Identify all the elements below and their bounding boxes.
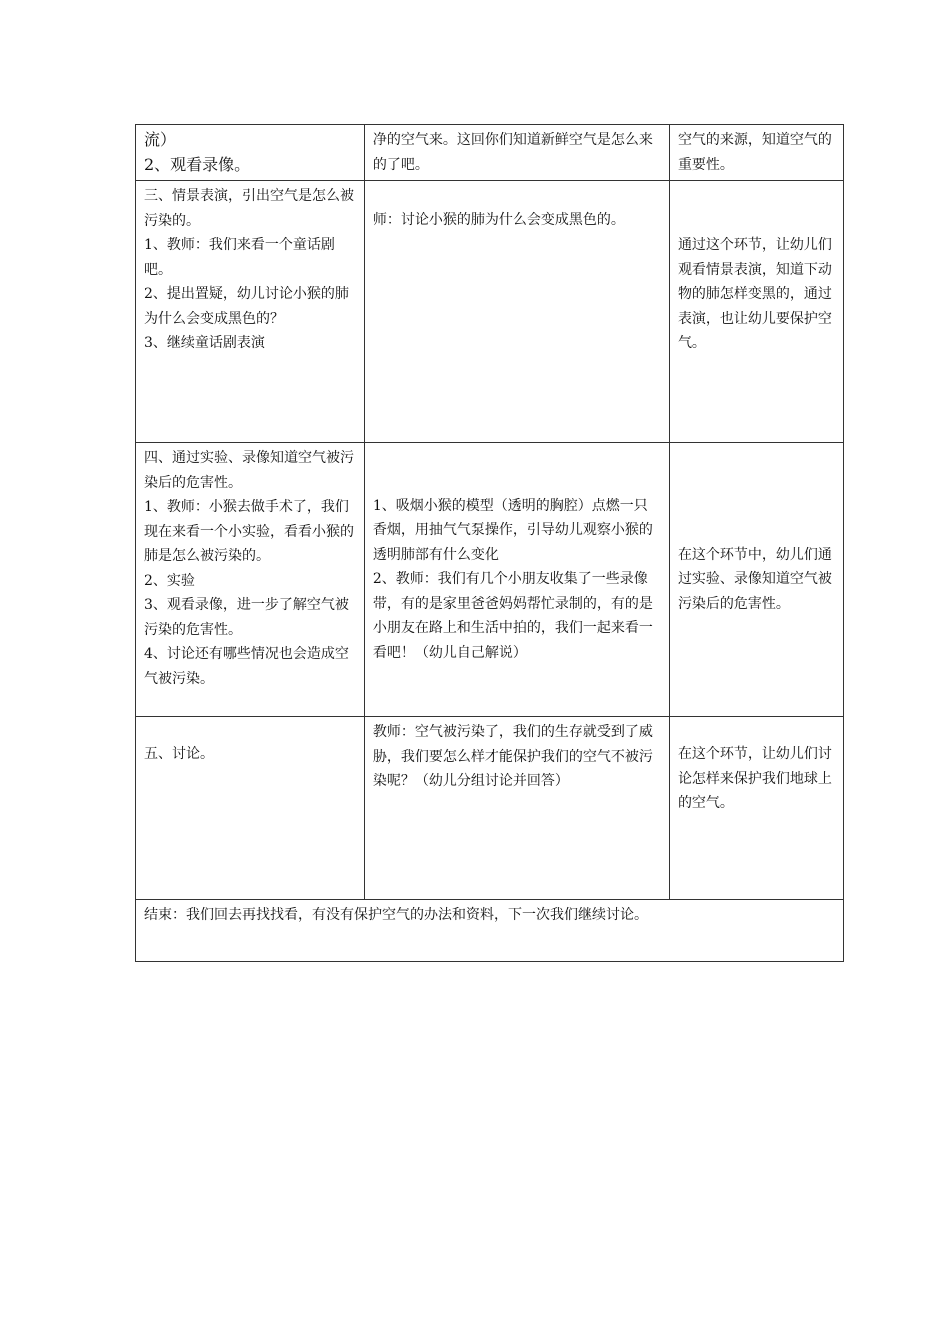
goal-cell	[669, 125, 843, 181]
cell-text: 教师：空气被污染了，我们的生存就受到了威胁，我们要怎么样才能保护我们的空气不被污染呢？（幼儿分组讨论并回答）	[372, 724, 653, 789]
cell-text: 4、讨论还有哪些情况也会造成空气被污染。	[144, 646, 349, 687]
cell-text: 净的空气来。这回你们知道新鲜空气是怎么来的了吧。	[372, 132, 653, 173]
cell-text: 三、情景表演，引出空气是怎么被污染的。	[144, 188, 354, 229]
cell-text: 流）	[144, 130, 177, 149]
cell-text: 师：讨论小猴的肺为什么会变成黑色的。	[372, 212, 625, 228]
teacher-cell	[364, 125, 669, 181]
cell-text: 1、吸烟小猴的模型（透明的胸腔）点燃一只香烟，用抽气气泵操作，引导幼儿观察小猴的透明肺部有什么变化	[372, 497, 653, 563]
goal-cell	[669, 181, 843, 443]
table-row	[136, 125, 844, 181]
goal-cell	[669, 443, 843, 717]
cell-text: 1、教师：小猴去做手术了，我们现在来看一个小实验，看看小猴的肺是怎么被污染的。	[144, 499, 354, 564]
cell-text: 空气的来源，知道空气的重要性。	[677, 132, 832, 173]
lesson-plan-table	[135, 124, 844, 962]
cell-text: 2、教师：我们有几个小朋友收集了一些录像带，有的是家里爸爸妈妈帮忙录制的，有的是小朋友在路上和生活中拍的，我们一起来看一看吧！（幼儿自己解说）	[372, 571, 653, 661]
table-row	[136, 900, 844, 962]
table-row	[136, 443, 844, 717]
process-cell	[136, 717, 365, 900]
cell-text: 四、通过实验、录像知道空气被污染后的危害性。	[144, 450, 354, 491]
cell-text: 1、教师：我们来看一个童话剧吧。	[144, 237, 335, 278]
goal-cell	[669, 717, 843, 900]
cell-text: 2、提出置疑，幼儿讨论小猴的肺为什么会变成黑色的？	[144, 286, 349, 327]
cell-text: 在这个环节中，幼儿们通过实验、录像知道空气被污染后的危害性。	[677, 546, 832, 612]
ending-text: 结束：我们回去再找找看，有没有保护空气的办法和资料，下一次我们继续讨论。	[144, 907, 648, 923]
cell-text: 五、讨论。	[144, 746, 214, 762]
teacher-cell	[364, 443, 669, 717]
cell-text: 2、观看录像。	[144, 154, 251, 174]
table-row	[136, 181, 844, 443]
process-cell	[136, 125, 365, 181]
teacher-cell	[364, 717, 669, 900]
teacher-cell	[364, 181, 669, 443]
process-cell	[136, 181, 365, 443]
cell-text: 通过这个环节，让幼儿们观看情景表演，知道下动物的肺怎样变黑的，通过表演，也让幼儿要保护空气。	[677, 237, 832, 351]
cell-text: 3、观看录像，进一步了解空气被污染的危害性。	[144, 597, 349, 638]
cell-text: 在这个环节，让幼儿们讨论怎样来保护我们地球上的空气。	[677, 746, 832, 811]
cell-text: 2、实验	[144, 572, 195, 589]
ending-cell	[136, 900, 844, 962]
table-row	[136, 717, 844, 900]
process-cell	[136, 443, 365, 717]
cell-text: 3、继续童话剧表演	[144, 335, 265, 351]
